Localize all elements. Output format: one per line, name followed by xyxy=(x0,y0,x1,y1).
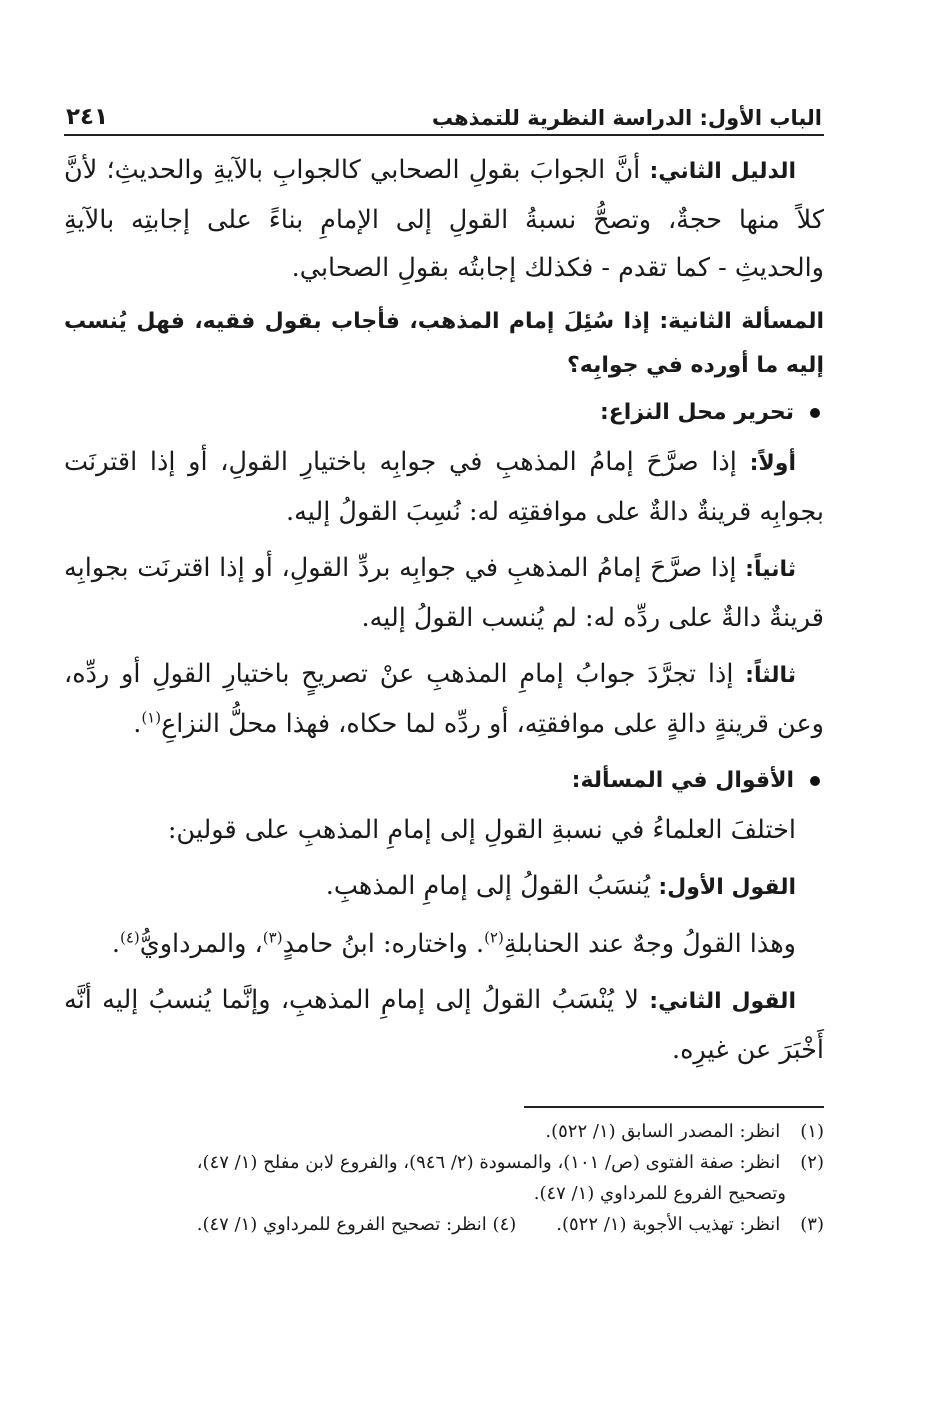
page-body xyxy=(64,146,824,1074)
footnote-number: (١) xyxy=(800,1121,824,1142)
third-case-label: ثالثاً: xyxy=(745,663,796,688)
footnote-1 xyxy=(64,1116,824,1147)
second-opinion-text: لا يُنْسَبُ القولُ إلى إمامِ المذهبِ، وإنَّما يُنسبُ إليه أنَّه أَخْبَرَ عن غيرِه. xyxy=(64,985,824,1065)
paragraph-second-opinion xyxy=(64,976,824,1074)
footnote-number: (٤) xyxy=(492,1214,517,1235)
footnote-ref-4: (٤) xyxy=(119,928,140,947)
paragraph-first-opinion-supporters xyxy=(64,920,824,968)
supporters-text-b: . واختاره: ابنُ حامدٍ xyxy=(282,929,485,959)
footnote-3 xyxy=(556,1209,824,1240)
paragraph-intro: اختلفَ العلماءُ في نسبةِ القولِ إلى إمامِ المذهبِ على قولين: xyxy=(167,815,796,845)
section-heading-opinions-text: الأقوال في المسألة: xyxy=(571,768,794,793)
footnote-text: انظر: تهذيب الأجوبة (١/ ٥٢٢). xyxy=(556,1214,781,1235)
book-page xyxy=(64,92,824,1240)
running-title: الباب الأول: الدراسة النظرية للتمذهب xyxy=(431,106,822,130)
footnote-text: انظر: تصحيح الفروع للمرداوي (١/ ٤٧). xyxy=(196,1214,487,1235)
page-header xyxy=(64,92,824,136)
bullet-icon xyxy=(810,776,820,786)
supporters-text-d: . xyxy=(111,929,120,959)
footnotes xyxy=(64,1106,824,1240)
footnote-3-4 xyxy=(64,1209,824,1240)
second-case-text: إذا صرَّحَ إمامُ المذهبِ في جوابِه بردِّ القولِ، أو إذا اقترنَت بجوابِه قرينةٌ دالةٌ على ردِّه له: لم يُنسب القولُ إليه. xyxy=(64,553,824,633)
paragraph-third-case xyxy=(64,650,824,748)
second-opinion-label: القول الثاني: xyxy=(649,989,796,1014)
first-opinion-text: يُنسَبُ القولُ إلى إمامِ المذهبِ. xyxy=(325,871,651,901)
footnote-2 xyxy=(64,1147,824,1178)
footnote-separator xyxy=(524,1106,824,1108)
footnote-number: (٢) xyxy=(800,1152,824,1173)
second-case-label: ثانياً: xyxy=(745,557,796,582)
page-number: ٢٤١ xyxy=(66,104,109,130)
footnote-2-continuation: وتصحيح الفروع للمرداوي (١/ ٤٧). xyxy=(533,1183,786,1204)
paragraph-second-case xyxy=(64,544,824,642)
third-case-end: . xyxy=(133,709,142,739)
section-heading-opinions xyxy=(64,756,824,806)
section-heading-dispute xyxy=(64,388,824,438)
supporters-text-c: ، والمرداويُّ xyxy=(139,929,263,959)
first-case-label: أولاً: xyxy=(749,451,797,476)
second-evidence-text: أنَّ الجوابَ بقولِ الصحابي كالجوابِ بالآيةِ والحديثِ؛ لأنَّ كلاً منها حجةٌ، وتصحُّ نسبةُ القولِ إلى الإمامِ بناءً على إجابتِه بالآيةِ والحديثِ - كما تقدم - فكذلك إجابتُه بقولِ الصحابي. xyxy=(64,155,824,283)
section-heading-dispute-text: تحرير محل النزاع: xyxy=(599,400,794,425)
second-question-heading: المسألة الثانية: إذا سُئِلَ إمام المذهب، فأجاب بقول فقيه، فهل يُنسب إليه ما أورده في جوابِه؟ xyxy=(64,309,824,378)
footnote-ref-2: (٢) xyxy=(484,928,504,947)
footnote-4 xyxy=(197,1209,517,1240)
footnote-text: انظر: صفة الفتوى (ص/ ١٠١)، والمسودة (٢/ ٩٤٦)، والفروع لابن مفلح (١/ ٤٧)، xyxy=(196,1152,781,1173)
second-evidence-label: الدليل الثاني: xyxy=(649,159,797,184)
paragraph-second-evidence xyxy=(64,146,824,292)
bullet-icon xyxy=(810,408,820,418)
first-opinion-label: القول الأول: xyxy=(658,875,796,900)
paragraph-first-case xyxy=(64,438,824,536)
third-case-text: إذا تجرَّدَ جوابُ إمامِ المذهبِ عنْ تصريحٍ باختيارِ القولِ أو ردِّه، وعن قرينةٍ دالةٍ على موافقتِه، أو ردِّه لما حكاه، فهذا محلُّ النزاعِ xyxy=(64,659,824,739)
paragraph-first-opinion xyxy=(64,862,824,912)
footnote-number: (٣) xyxy=(800,1214,824,1235)
first-case-text: إذا صرَّحَ إمامُ المذهبِ في جوابِه باختيارِ القولِ، أو إذا اقترنَت بجوابِه قرينةٌ دالةٌ على موافقتِه له: نُسِبَ القولُ إليه. xyxy=(64,447,824,527)
footnote-ref-1: (١) xyxy=(141,708,162,727)
supporters-text-a: وهذا القولُ وجهٌ عند الحنابلةِ xyxy=(503,929,796,959)
footnote-text: انظر: المصدر السابق (١/ ٥٢٢). xyxy=(545,1121,781,1142)
footnote-ref-3: (٣) xyxy=(262,928,283,947)
